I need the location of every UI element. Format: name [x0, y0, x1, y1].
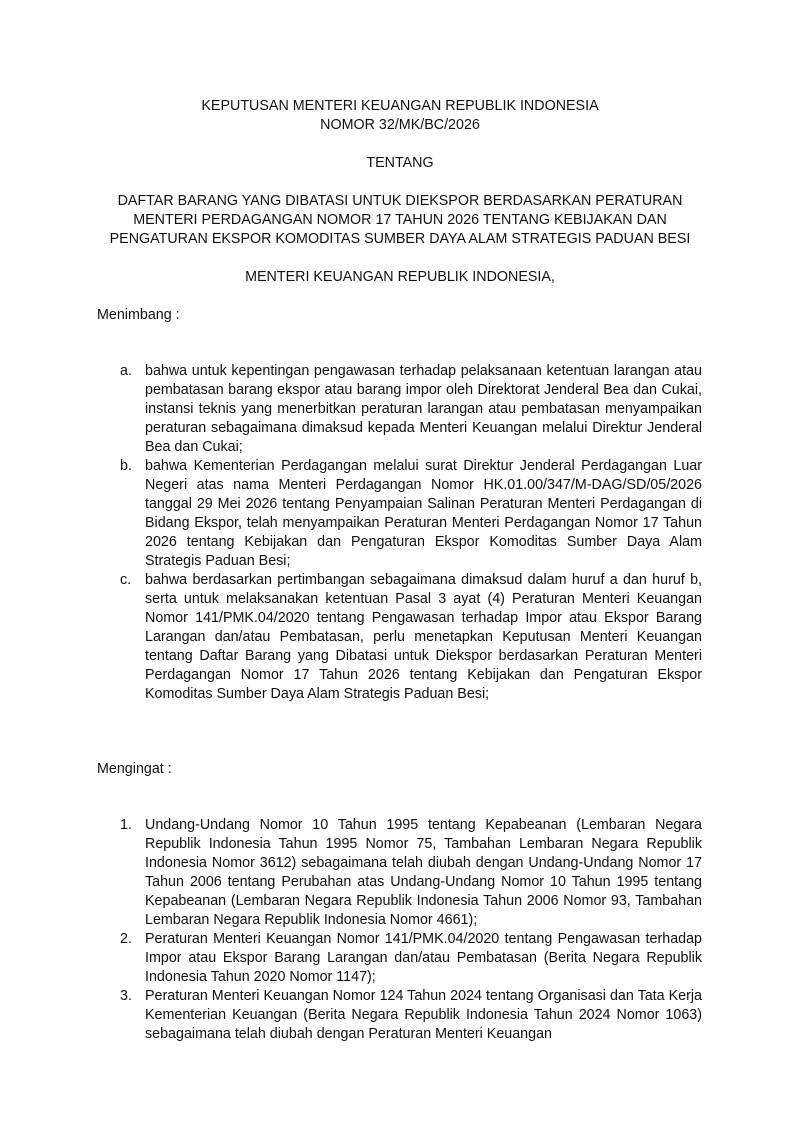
list-marker: 1.	[120, 817, 132, 833]
list-item	[120, 816, 702, 930]
list-item-text: Undang-Undang Nomor 10 Tahun 1995 tentang Kepabeanan (Lembaran Negara Republik Indonesia Tahun 1995 Nomor 75, Tambahan Lembaran Negara Republik Indonesia Nomor 3612) sebagaimana telah diubah dengan Undang-Undang Nomor 17 Tahun 2006 tentang Perubahan atas Undang-Undang Nomor 10 Tahun 1995 tentang Kepabeanan (Lembaran Negara Republik Indonesia Tahun 2006 Nomor 93, Tambahan Lembaran Negara Republik Indonesia Nomor 4661);	[145, 817, 702, 928]
tentang-heading: TENTANG	[366, 155, 434, 171]
list-item	[120, 930, 702, 987]
list-item	[120, 457, 702, 571]
list-item-text: bahwa Kementerian Perdagangan melalui surat Direktur Jenderal Perdagangan Luar Negeri atas nama Menteri Perdagangan Nomor HK.01.00/347/M-DAG/SD/05/2026 tanggal 29 Mei 2026 tentang Penyampaian Salinan Peraturan Menteri Perdagangan di Bidang Ekspor, telah menyampaikan Peraturan Menteri Perdagangan Nomor 17 Tahun 2026 tentang Kebijakan dan Pengaturan Ekspor Komoditas Sumber Daya Alam Strategis Paduan Besi;	[145, 458, 702, 569]
menimbang-list	[120, 362, 702, 704]
list-item	[120, 571, 702, 704]
subject-line-3: PENGATURAN EKSPOR KOMODITAS SUMBER DAYA ALAM STRATEGIS PADUAN BESI	[109, 231, 691, 247]
decree-number: NOMOR 32/MK/BC/2026	[320, 117, 480, 133]
list-item-text: Peraturan Menteri Keuangan Nomor 141/PMK.04/2020 tentang Pengawasan terhadap Impor atau Ekspor Barang Larangan dan/atau Pembatasan (Berita Negara Republik Indonesia Tahun 2020 Nomor 1147);	[145, 931, 702, 985]
list-marker: 3.	[120, 988, 132, 1004]
menimbang-label: Menimbang :	[97, 307, 180, 323]
mengingat-list	[120, 816, 702, 1044]
list-marker: c.	[120, 572, 132, 588]
subject-line-2: MENTERI PERDAGANGAN NOMOR 17 TAHUN 2026 TENTANG KEBIJAKAN DAN	[133, 212, 667, 228]
list-marker: a.	[120, 363, 132, 379]
list-item	[120, 362, 702, 457]
list-item-text: bahwa berdasarkan pertimbangan sebagaimana dimaksud dalam huruf a dan huruf b, serta untuk melaksanakan ketentuan Pasal 3 ayat (4) Peraturan Menteri Keuangan Nomor 141/PMK.04/2020 tentang Pengawasan terhadap Impor atau Ekspor Barang Larangan dan/atau Pembatasan, perlu menetapkan Keputusan Menteri Keuangan tentang Daftar Barang yang Dibatasi untuk Diekspor berdasarkan Peraturan Menteri Perdagangan Nomor 17 Tahun 2026 tentang Kebijakan dan Pengaturan Ekspor Komoditas Sumber Daya Alam Strategis Paduan Besi;	[145, 572, 702, 702]
list-item-text: Peraturan Menteri Keuangan Nomor 124 Tahun 2024 tentang Organisasi dan Tata Kerja Kementerian Keuangan (Berita Negara Republik Indonesia Tahun 2024 Nomor 1063) sebagaimana telah diubah dengan Peraturan Menteri Keuangan	[145, 988, 702, 1042]
subject-line-1: DAFTAR BARANG YANG DIBATASI UNTUK DIEKSPOR BERDASARKAN PERATURAN	[117, 193, 683, 209]
list-marker: 2.	[120, 931, 132, 947]
authority-line: MENTERI KEUANGAN REPUBLIK INDONESIA,	[245, 269, 555, 285]
mengingat-label: Mengingat :	[97, 761, 172, 777]
decree-title: KEPUTUSAN MENTERI KEUANGAN REPUBLIK INDONESIA	[201, 98, 599, 114]
list-item-text: bahwa untuk kepentingan pengawasan terhadap pelaksanaan ketentuan larangan atau pembatasan barang ekspor atau barang impor oleh Direktorat Jenderal Bea dan Cukai, instansi teknis yang menerbitkan peraturan larangan atau pembatasan menyampaikan peraturan sebagaimana dimaksud kepada Menteri Keuangan melalui Direktur Jenderal Bea dan Cukai;	[145, 363, 702, 455]
list-marker: b.	[120, 458, 132, 474]
list-item	[120, 987, 702, 1044]
